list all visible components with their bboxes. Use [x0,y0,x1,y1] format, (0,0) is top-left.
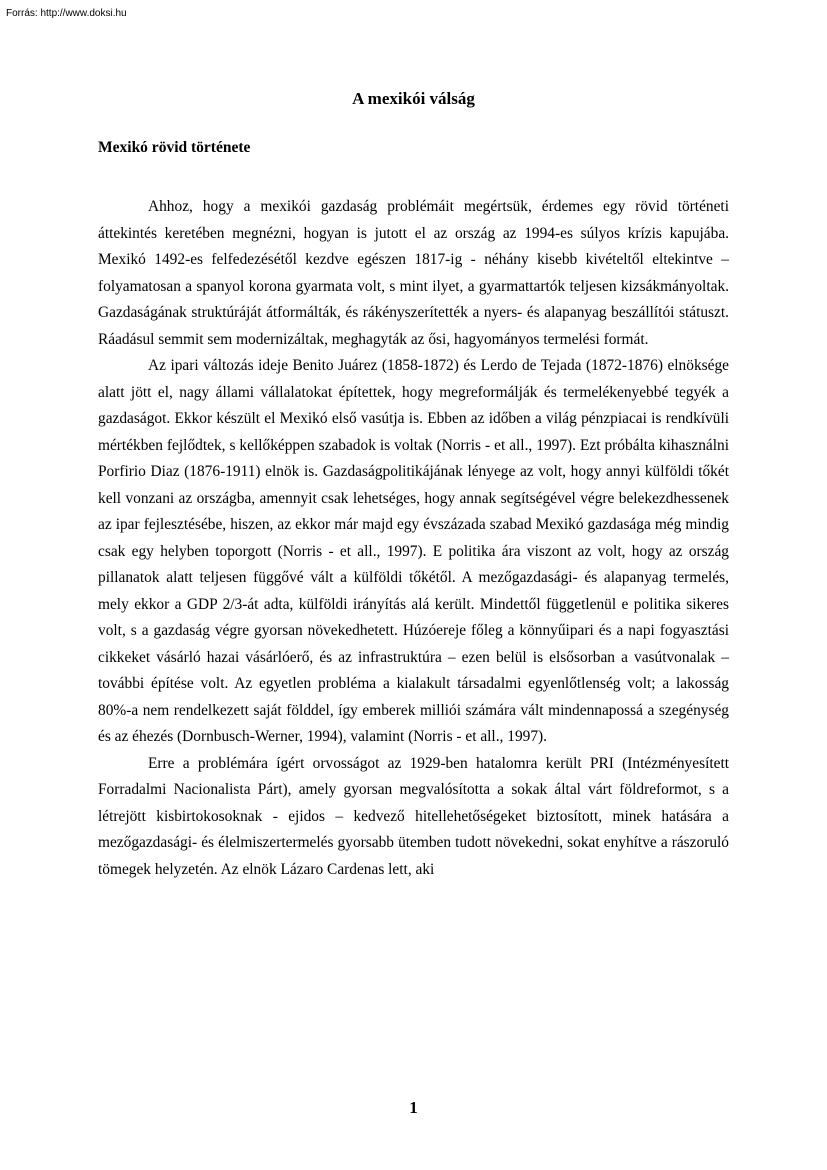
document-body [98,194,729,883]
paragraph-3: Erre a problémára ígért orvosságot az 1929-ben hatalomra került PRI (Intézményesített Forradalmi Nacionalista Párt), amely gyorsan megvalósította a sokak által várt földreformot, s a létrejött kisbirtokosoknak - ejidos – kedvező hitellehetőségeket biztosított, minek hatására a mezőgazdasági- és élelmiszertermelés gyorsabb ütemben tudott növekedni, sokat enyhítve a rászoruló tömegek helyzetén. Az elnök Lázaro Cardenas lett, aki [98,754,729,878]
source-note: Forrás: http://www.doksi.hu [6,8,127,19]
section-heading: Mexikó rövid története [98,139,251,156]
paragraph-1: Ahhoz, hogy a mexikói gazdaság problémáit megértsük, érdemes egy rövid történeti áttekintés keretében megnézni, hogyan is jutott el az ország az 1994-es súlyos krízis kapujába. Mexikó 1492-es felfedezésétől kezdve egészen 1817-ig - néhány kisebb kivételtől eltekintve – folyamatosan a spanyol korona gyarmata volt, s mint ilyet, a gyarmattartók teljesen kizsákmányoltak. Gazdaságának struktúráját átformálták, és rákényszerítették a nyers- és alapanyag beszállítói státuszt. Ráadásul semmit sem modernizáltak, meghagyták az ősi, hagyományos termelési formát. [98,198,729,348]
page-number: 1 [409,1098,418,1117]
document-title: A mexikói válság [352,89,475,108]
paragraph-2: Az ipari változás ideje Benito Juárez (1858-1872) és Lerdo de Tejada (1872-1876) elnöksége alatt jött el, nagy állami vállalatokat építettek, hogy megreformálják és termelékenyebbé tegyék a gazdaságot. Ekkor készült el Mexikó első vasútja is. Ebben az időben a világ pénzpiacai is rendkívüli mértékben fejlődtek, s kellőképpen szabadok is voltak (Norris - et all., 1997). Ezt próbálta kihasználni Porfirio Diaz (1876-1911) elnök is. Gazdaságpolitikájának lényege az volt, hogy annyi külföldi tőkét kell vonzani az országba, amennyit csak lehetséges, hogy annak segítségével végre belekezdhessenek az ipar fejlesztésébe, hiszen, az ekkor már majd egy évszázada szabad Mexikó gazdasága még mindig csak egy helyben toporgott (Norris - et all., 1997). E politika ára viszont az volt, hogy az ország pillanatok alatt teljesen függővé vált a külföldi tőkétől. A mezőgazdasági- és alapanyag termelés, mely ekkor a GDP 2/3-át adta, külföldi irányítás alá került. Mindettől függetlenül e politika sikeres volt, s a gazdaság végre gyorsan növekedhetett. Húzóereje főleg a könnyűipari és a napi fogyasztási cikkeket vásárló hazai vásárlóerő, és az infrastruktúra – ezen belül is elsősorban a vasútvonalak – további építése volt. Az egyetlen probléma a kialakult társadalmi egyenlőtlenség volt; a lakosság 80%-a nem rendelkezett saját földdel, így emberek milliói számára vált mindennapossá a szegénység és az éhezés (Dornbusch-Werner, 1994), valamint (Norris - et all., 1997). [98,357,729,745]
